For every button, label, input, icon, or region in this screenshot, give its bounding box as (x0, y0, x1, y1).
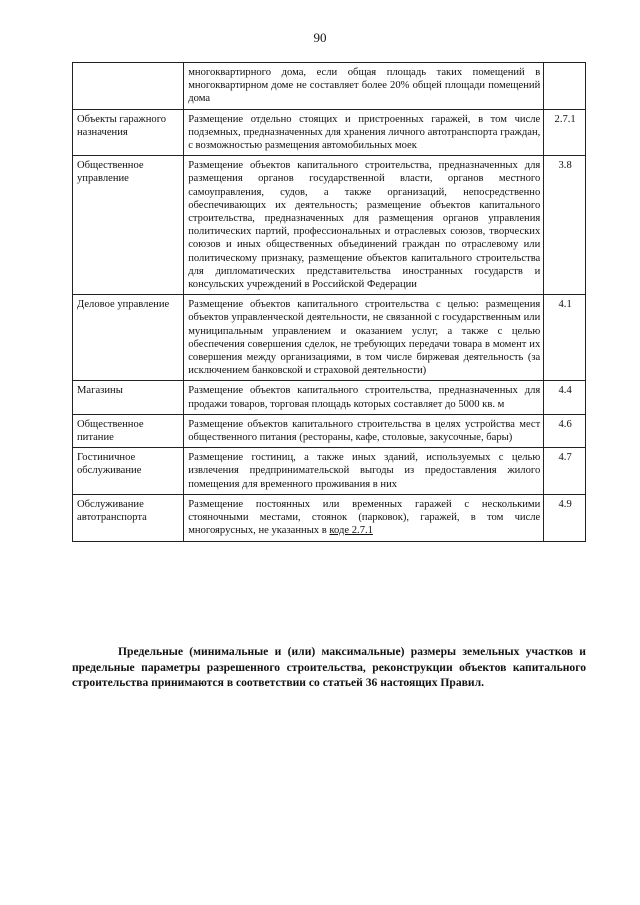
use-code: 4.6 (544, 414, 586, 447)
table-row (73, 156, 586, 295)
use-name: Общественное питание (73, 414, 184, 447)
use-description: Размещение объектов капитального строительства, предназначенных для продажи товаров, торговая площадь которых составляет до 5000 кв. м (184, 381, 544, 414)
footer-paragraph: Предельные (минимальные и (или) максимальные) размеры земельных участков и предельные параметры разрешенного строительства, реконструкции объектов капитального строительства принимаются в соответствии со статьей 36 настоящих Правил. (72, 645, 586, 690)
use-name: Деловое управление (73, 295, 184, 381)
use-code: 4.7 (544, 448, 586, 495)
table-row (73, 295, 586, 381)
use-code: 4.9 (544, 494, 586, 541)
use-name: Гостиничное обслуживание (73, 448, 184, 495)
use-code: 3.8 (544, 156, 586, 295)
use-code: 4.4 (544, 381, 586, 414)
land-use-table (72, 62, 586, 542)
use-name: Объекты гаражного назначения (73, 109, 184, 156)
use-description: Размещение отдельно стоящих и пристроенных гаражей, в том числе подземных, предназначенных для хранения личного автотранспорта граждан, с возможностью размещения автомобильных моек (184, 109, 544, 156)
use-code (544, 63, 586, 110)
code-reference-link[interactable]: коде 2.7.1 (329, 525, 373, 537)
table-row (73, 448, 586, 495)
use-description: многоквартирного дома, если общая площадь таких помещений в многоквартирном доме не составляет более 20% общей площади помещений дома (184, 63, 544, 110)
use-name: Обслуживание автотранспорта (73, 494, 184, 541)
use-description: Размещение гостиниц, а также иных зданий, используемых с целью извлечения предпринимательской выгоды из предоставления жилого помещения для временного проживания в них (184, 448, 544, 495)
description-text: Размещение постоянных или временных гаражей с несколькими стояночными местами, стоянок (парковок), гаражей, в том числе многоярусных, не указанных в (188, 498, 541, 537)
use-code: 4.1 (544, 295, 586, 381)
use-description: Размещение объектов капитального строительства, предназначенных для размещения органов государственной власти, органов местного самоуправления, судов, а также организаций, непосредственно обеспечивающих их деятельность; размещение объектов капитального строительства, предназначенных для размещения органов управления политических партий, профессиональных и отраслевых союзов, творческих союзов и иных общественных объединений граждан по отраслевому или политическому признаку, размещение объектов капитального строительства для дипломатических представительства иностранных государств и консульских учреждений в Российской Федерации (184, 156, 544, 295)
use-description (184, 494, 544, 541)
table-row (73, 109, 586, 156)
page-number: 90 (313, 30, 327, 45)
use-description: Размещение объектов капитального строительства с целью: размещения объектов управленческой деятельности, не связанной с государственным или муниципальным управлением и оказанием услуг, а также с целью обеспечения совершения сделок, не требующих передачи товара в момент их совершения между организациями, в том числе биржевая деятельность (за исключением банковской и страховой деятельности) (184, 295, 544, 381)
use-code: 2.7.1 (544, 109, 586, 156)
table-row (73, 414, 586, 447)
table-row (73, 494, 586, 541)
table-row (73, 381, 586, 414)
use-name: Общественное управление (73, 156, 184, 295)
table-row (73, 63, 586, 110)
use-name: Магазины (73, 381, 184, 414)
use-name (73, 63, 184, 110)
use-description: Размещение объектов капитального строительства в целях устройства мест общественного питания (рестораны, кафе, столовые, закусочные, бары) (184, 414, 544, 447)
